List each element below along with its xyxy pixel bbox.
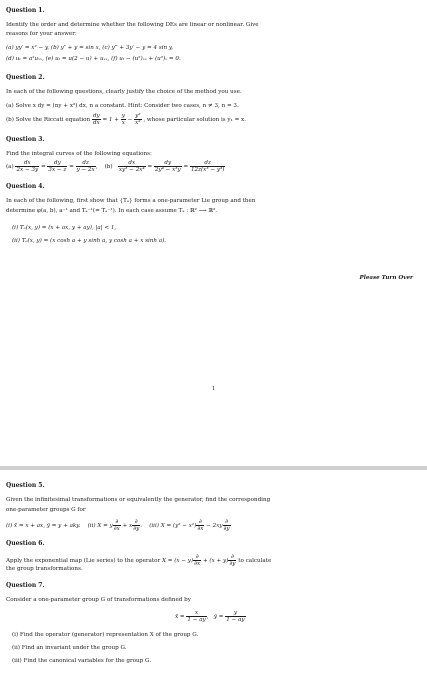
q3-heading: Question 3. (6, 136, 45, 143)
q7-transformation: x̄ = $\frac{x}{1 - ay}$ , ȳ = $\frac{y}{1 - ay}$ (175, 610, 245, 623)
q2-part-a: (a) Solve x dy = (ny + x²) dx, n a constant. Hint: Consider two cases, n ≠ 3, n = 3. (6, 103, 239, 109)
q6-line2: the group transformations. (6, 566, 83, 572)
q4-part-ii: (ii) Tₐ(x, y) = (x cosh a + y sinh a, y cosh a + x sinh a). (12, 238, 167, 244)
q1-intro-line1: Identify the order and determine whether the following DEs are linear or nonlinear. Give (6, 22, 259, 28)
q7-heading: Question 7. (6, 582, 45, 589)
q1-items-row2: (d) uₜ = a²uₓₓ, (e) uₜ = u(2 − u) + uₓₓ, (f) uₜ − (u²)ₓₓ + (u³)ₓ = 0. (6, 56, 181, 62)
q6-heading: Question 6. (6, 540, 45, 547)
riccati-equation: $\frac{dy}{dx}$ = 1 + $\frac{y}{x}$ − $\frac{\text{y²}}{\text{x²}}$ (92, 113, 141, 126)
q5-intro-line1: Given the infinitesimal transformations or equivalently the generator, find the corresponding (6, 497, 271, 503)
q4-intro-line1: In each of the following, first show that {Tₐ} forms a one-parameter Lie group and then (6, 198, 256, 204)
q5-ii-operator: X = y $\frac{\partial}{\partial x}$ + x $\frac{\partial}{\partial y}$ . (97, 519, 144, 532)
q3-intro: Find the integral curves of the following equations: (6, 151, 152, 157)
q2-part-b (6, 113, 421, 126)
q7-part-ii: (ii) Find an invariant under the group G. (12, 645, 127, 651)
q2-heading: Question 2. (6, 74, 45, 81)
page-number: 1 (211, 386, 216, 392)
q4-part-i: (i) Tₐ(x, y) = (x + ax, y + ay), |a| < 1, (12, 225, 117, 231)
q7-part-i: (i) Find the operator (generator) representation X of the group G. (12, 632, 199, 638)
q5-parts (6, 519, 421, 532)
q2-intro: In each of the following questions, clearly justify the choice of the method you use. (6, 89, 242, 95)
q3-a-equation: $\frac{dx}{2x - 3y}$ = $\frac{dy}{3x - z}$ = $\frac{dz}{y - 2x}$ , (16, 160, 100, 173)
q5-intro-line2: one-parameter groups G for (6, 507, 86, 513)
exam-page-2 (0, 470, 427, 700)
q7-intro: Consider a one-parameter group G of transformations defined by (6, 597, 191, 603)
please-turn-over: Please Turn Over (359, 275, 413, 281)
q2-b-post: , whose particular solution is y₁ = x. (143, 117, 246, 123)
q6-line1-pre: Apply the exponential map (Lie series) to the operator (6, 558, 161, 564)
q4-heading: Question 4. (6, 183, 45, 190)
q5-iii-label: (iii) (149, 523, 159, 529)
q1-items-row1: (a) yy′ = x² − y, (b) y″ + y = sin x, (c) y‴ + 3y′ − y = 4 sin y, (6, 45, 174, 51)
q3-a-label: (a) (6, 164, 14, 170)
q6-operator: X = (x − y) $\frac{\partial}{\partial x}$ + (x + y) $\frac{\partial}{\partial y}$ (161, 554, 236, 567)
q6-line1-post: to calculate (238, 558, 272, 564)
q1-intro-line2: reasons for your answer: (6, 31, 77, 37)
q3-equations (6, 160, 421, 173)
q2-b-pre: (b) Solve the Riccati equation (6, 117, 91, 123)
q3-b-equation: $\frac{dx}{\text{xy³ − 2x⁴}}$ = $\frac{dy}{\text{2y⁴ − x³y}}$ = $\frac{dz}{\text{12z(x³ − y³)}}$ (118, 160, 225, 173)
q7-part-iii: (iii) Find the canonical variables for the group G. (12, 658, 152, 664)
q3-b-label: (b) (104, 164, 113, 170)
q1-heading: Question 1. (6, 7, 45, 14)
q4-intro-line2: determine φ(a, b), a⁻¹ and Tₐ⁻¹(= Tₐ⁻¹). In each case assume Tₐ : ℝ² ⟶ ℝ². (6, 208, 218, 214)
q5-ii-label: (ii) (87, 523, 96, 529)
q5-iii-operator: X = (y² − x²) $\frac{\partial}{\partial x}$ − 2xy $\frac{\partial}{\partial y}$ (160, 519, 230, 532)
q5-heading: Question 5. (6, 482, 45, 489)
q5-part-i: (i) x̄ = x + ax, ȳ = y + aky. (6, 523, 81, 529)
